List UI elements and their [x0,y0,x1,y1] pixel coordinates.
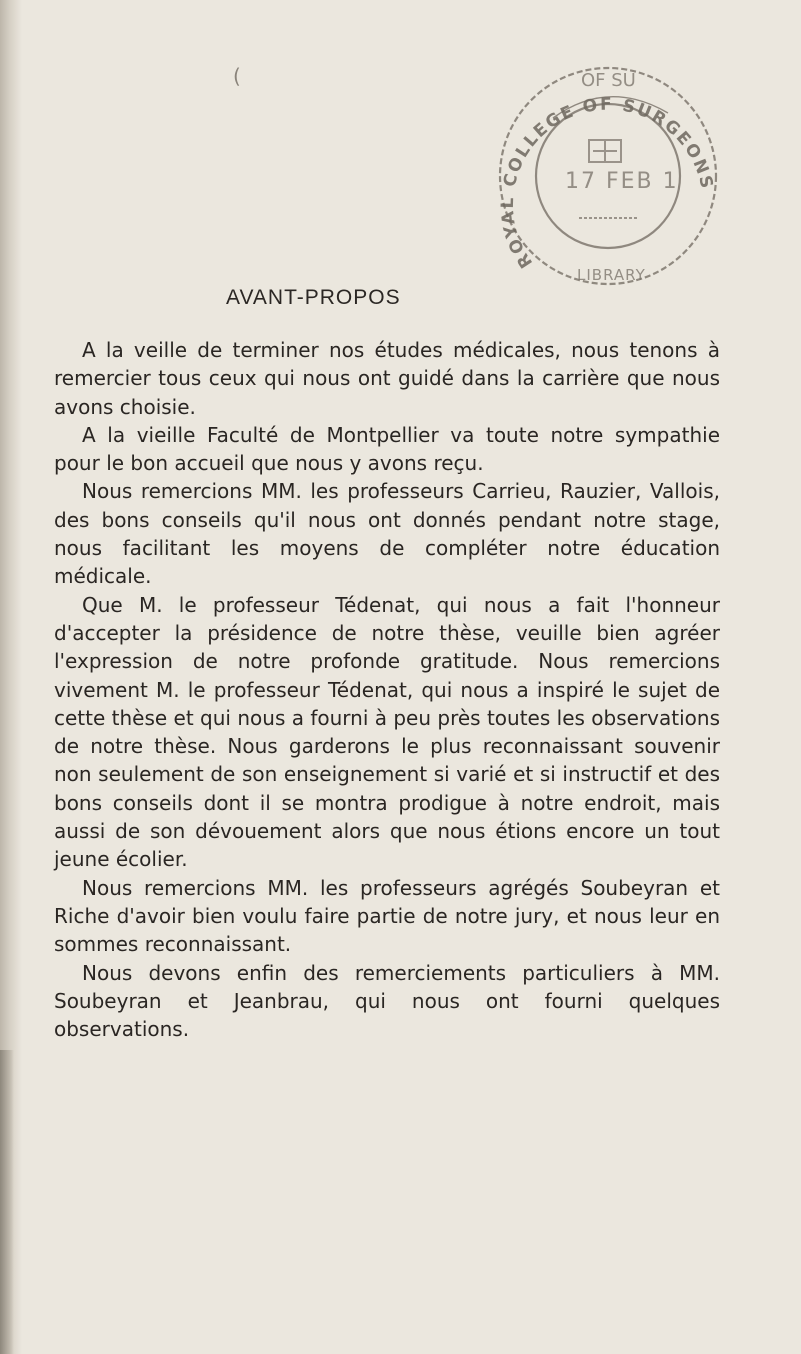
stamp-top-text: OF SU [581,70,636,91]
stamp-bottom-text: LIBRARY [577,266,646,284]
paragraph: Que M. le professeur Tédenat, qui nous a fait l'honneur d'accepter la présidence de notre thèse, veuille bien agréer l'expression de notre profonde gratitude. Nous remercions vivement M. le professeur Tédenat, qui nous a inspiré le sujet de cette thèse et qui nous a fourni à peu près toutes les observations de notre thèse. Nous garderons le plus reconnaissant souvenir non seulement de son enseignement si varié et si instructif et des bons conseils dont il se montra prodigue à notre endroit, mais aussi de son dévouement alors que nous étions encore un tout jeune écolier. [54,592,720,872]
paragraph: Nous remercions MM. les professeurs agrégés Soubeyran et Riche d'avoir bien voulu faire partie de notre jury, et nous leur en sommes reconnaissant. [54,875,720,957]
paragraph: Nous devons enfin des remerciements particuliers à MM. Soubeyran et Jeanbrau, qui nous ont fourni quelques observations. [54,960,720,1042]
stamp-date: 17 FEB 1 [565,169,679,194]
paragraph: A la vieille Faculté de Montpellier va toute notre sympathie pour le bon accueil que nous y avons reçu. [54,422,720,476]
section-heading: AVANT-PROPOS [226,286,401,309]
library-stamp-icon [493,58,723,293]
acknowledgements-text [54,336,720,1043]
binding-shadow-lower [0,1050,14,1354]
paragraph: Nous remercions MM. les professeurs Carrieu, Rauzier, Vallois, des bons conseils qu'il nous ont donnés pendant notre stage, nous facilitant les moyens de compléter notre éducation médicale. [54,479,720,589]
page-mark: ( [233,64,241,88]
paragraph: A la veille de terminer nos études médicales, nous tenons à remercier tous ceux qui nous ont guidé dans la carrière que nous avons choisie. [54,338,720,419]
svg-text:ROYAL COLLEGE OF SURGEONS: ROYAL COLLEGE OF SURGEONS [497,94,717,272]
